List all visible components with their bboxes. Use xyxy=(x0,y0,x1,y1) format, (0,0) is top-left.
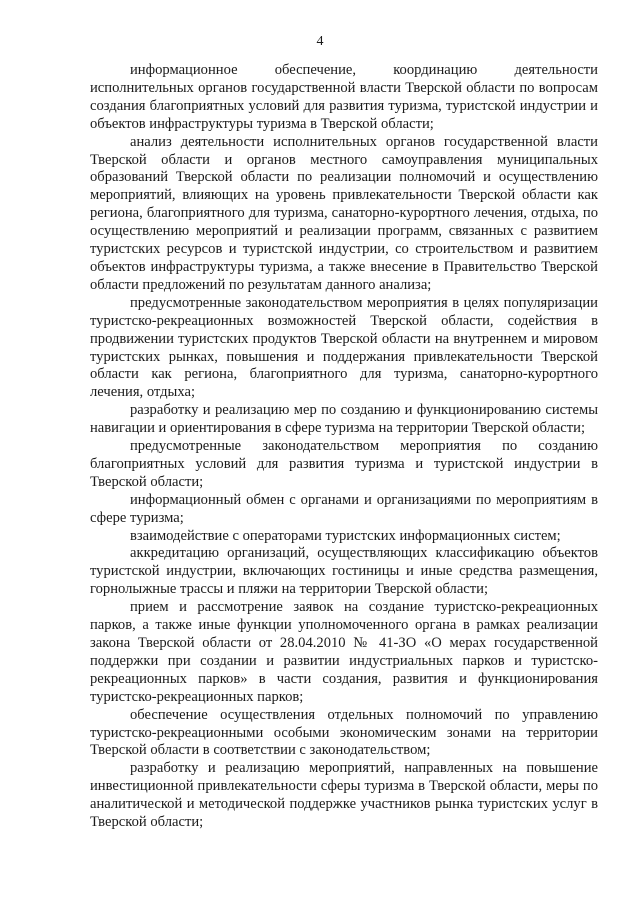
paragraph-operators-interaction: взаимодействие с операторами туристских информационных систем; xyxy=(130,527,561,544)
paragraph-activity-analysis: анализ деятельности исполнительных органов государственной власти Тверской области и органов местного самоуправления муниципальных образований Тверской области по реализации полномочий и осуществлению мероприятий, влияющих на уровень привлекательности Тверской области как региона, благоприятного для туризма, санаторно-курортного лечения, отдыха, по осуществлению мероприятий и реализации программ, связанных с развитием туристских ресурсов и туристской индустрии, со строительством и развитием объектов инфраструктуры туризма, а также внесение в Правительство Тверской области предложений по результатам данного анализа; xyxy=(90,133,598,293)
paragraph-information-support: информационное обеспечение, координацию деятельности исполнительных органов государственной власти Тверской области по вопросам создания благоприятных условий для развития туризма, туристской индустрии и объектов инфраструктуры туризма в Тверской области; xyxy=(90,62,598,132)
document-body xyxy=(90,62,598,832)
paragraph-information-exchange: информационный обмен с органами и организациями по мероприятиям в сфере туризма; xyxy=(90,491,598,526)
paragraph-favorable-conditions: предусмотренные законодательством мероприятия по созданию благоприятных условий для развития туризма и туристской индустрии в Тверской области; xyxy=(90,438,598,490)
paragraph-special-economic-zones: обеспечение осуществления отдельных полномочий по управлению туристско-рекреационными особыми экономическим зонами на территории Тверской области в соответствии с законодательством; xyxy=(90,706,598,759)
paragraph-popularization: предусмотренные законодательством мероприятия в целях популяризации туристско-рекреационных возможностей Тверской области, содействия в продвижении туристских продуктов Тверской области на внутреннем и мировом туристских рынках, повышения и поддержания привлекательности Тверской области как региона, благоприятного для туризма, санаторно-курортного лечения, отдыха; xyxy=(90,294,598,401)
page-number: 4 xyxy=(316,34,324,49)
paragraph-accreditation: аккредитацию организаций, осуществляющих классификацию объектов туристской индустрии, включающих гостиницы и иные средства размещения, горнолыжные трассы и пляжи на территории Тверской области; xyxy=(90,545,598,598)
paragraph-investment-attractiveness: разработку и реализацию мероприятий, направленных на повышение инвестиционной привлекательности сферы туризма в Тверской области, меры по аналитической и методической поддержке участников рынка туристских услуг в Тверской области; xyxy=(90,760,598,831)
paragraph-recreation-parks: прием и рассмотрение заявок на создание туристско-рекреационных парков, а также иные функции уполномоченного органа в рамках реализации закона Тверской области от 28.04.2010 № 41-ЗО «О мерах государственной поддержки при создании и развитии индустриальных парков и туристско-рекреационных парков» в части создания, развития и функционирования туристско-рекреационных парков; xyxy=(90,599,598,705)
paragraph-navigation-system: разработку и реализацию мер по созданию и функционированию системы навигации и ориентирования в сфере туризма на территории Тверской области; xyxy=(90,402,598,437)
